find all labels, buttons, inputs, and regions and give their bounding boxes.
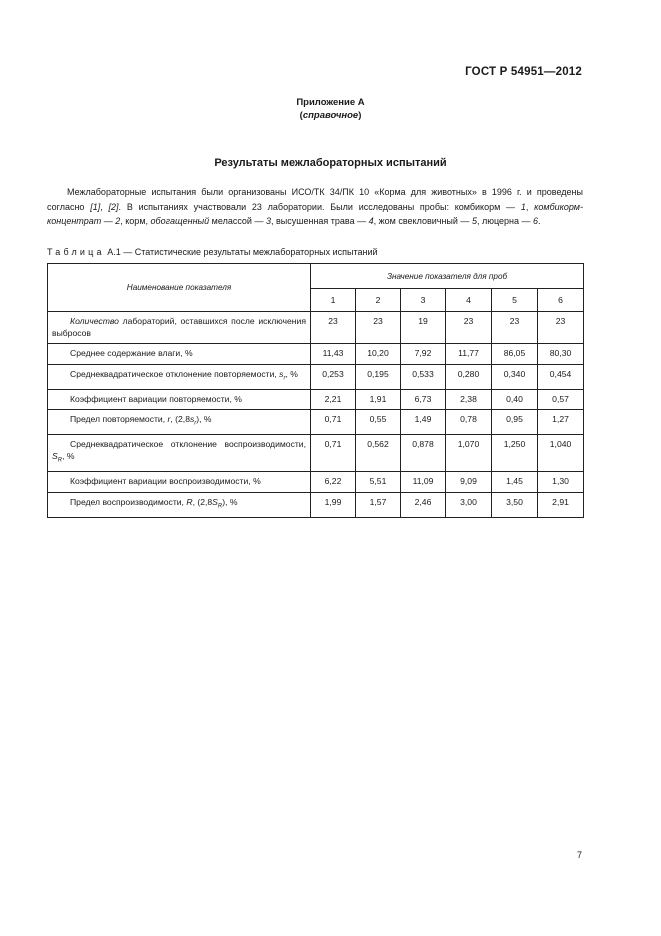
table-cell: 19	[401, 312, 446, 344]
table-cell: 2,21	[311, 389, 356, 410]
symbol: S	[212, 496, 218, 507]
sample-header: 2	[356, 289, 401, 312]
appendix-title: Приложение А	[296, 97, 365, 108]
appendix-note-close: )	[358, 110, 362, 121]
sample-ref: 2	[115, 216, 121, 226]
sample-header: 6	[538, 289, 584, 312]
sample-ref: 4	[368, 216, 374, 226]
table-row	[48, 435, 584, 472]
row-label-text: Коэффициент вариации воспроизводимости, %	[70, 476, 261, 487]
symbol: r	[167, 414, 171, 425]
row-label-italic: Количество	[70, 316, 119, 326]
intro-italic: комбикорм-концентрат	[47, 201, 583, 226]
sample-ref: 5	[471, 216, 477, 226]
intro-part: мелассой —	[211, 216, 264, 226]
intro-paragraph	[47, 185, 583, 229]
appendix-note-open: (	[299, 110, 303, 121]
table-cell: 23	[446, 312, 492, 344]
table-cell: 23	[356, 312, 401, 344]
row-label-text: Предел воспроизводимости,	[70, 496, 184, 507]
intro-part: , жом свекловичный —	[373, 216, 470, 226]
table-cell: 7,92	[401, 344, 446, 365]
table-cell: 23	[538, 312, 584, 344]
table-row	[48, 312, 584, 344]
table-cell: 0,40	[492, 389, 538, 410]
table-cell: 0,340	[492, 364, 538, 389]
table-cell: 2,91	[538, 492, 584, 517]
row-label	[48, 492, 311, 517]
table-cell: 11,43	[311, 344, 356, 365]
col-header-group: Значение показателя для проб	[311, 264, 584, 289]
row-label	[48, 472, 311, 493]
table-row	[48, 410, 584, 435]
intro-part: . В испытаниях участвовали 23 лаборатории. Были исследованы пробы: комбикорм —	[118, 201, 516, 212]
table-row	[48, 344, 584, 365]
table-cell: 0,195	[356, 364, 401, 389]
table-cell: 5,51	[356, 472, 401, 493]
row-label-text: Среднеквадратическое отклонение повторяемости,	[70, 368, 277, 379]
intro-part: , высушенная трава —	[271, 216, 367, 226]
intro-italic: обогащенный	[150, 216, 210, 226]
table-cell: 0,55	[356, 410, 401, 435]
standard-code: ГОСТ Р 54951—2012	[465, 66, 582, 78]
table-cell: 0,533	[401, 364, 446, 389]
row-label-text: Среднее содержание влаги, %	[70, 348, 193, 358]
intro-part: ,	[100, 201, 103, 212]
row-label	[48, 435, 311, 472]
table-cell: 10,20	[356, 344, 401, 365]
table-cell: 86,05	[492, 344, 538, 365]
intro-part: , корм,	[120, 216, 149, 226]
table-cell: 1,57	[356, 492, 401, 517]
table-cell: 0,71	[311, 435, 356, 472]
symbol: s	[279, 368, 284, 379]
table-cell: 23	[311, 312, 356, 344]
table-cell: 2,38	[446, 389, 492, 410]
row-label-text: Коэффициент вариации повторяемости, %	[70, 393, 242, 404]
table-cell: 80,30	[538, 344, 584, 365]
appendix-note-text: справочное	[302, 110, 359, 121]
table-cell: 11,77	[446, 344, 492, 365]
table-cell: 0,878	[401, 435, 446, 472]
table-caption	[47, 247, 378, 257]
table-cell: 1,040	[538, 435, 584, 472]
table-cell: 23	[492, 312, 538, 344]
table-cell: 6,73	[401, 389, 446, 410]
appendix-heading	[0, 96, 661, 122]
table-cell: 9,09	[446, 472, 492, 493]
row-label-text: ), %	[222, 496, 238, 507]
symbol-sub: R	[217, 503, 223, 510]
table-cell: 0,71	[311, 410, 356, 435]
intro-part: Межлабораторные испытания были организованы ИСО/ТК 34/ПК 10 «Корма для животных» в 1996 г. и проведены согласно	[47, 187, 583, 212]
intro-part: ,	[525, 201, 529, 212]
table-cell: 1,49	[401, 410, 446, 435]
row-label-text: , (2,8	[170, 414, 190, 425]
sample-header: 4	[446, 289, 492, 312]
table-cell: 0,562	[356, 435, 401, 472]
table-cell: 6,22	[311, 472, 356, 493]
table-row	[48, 389, 584, 410]
table-cell: 1,250	[492, 435, 538, 472]
sample-header: 3	[401, 289, 446, 312]
symbol-sub: r	[283, 375, 286, 382]
table-row	[48, 472, 584, 493]
sample-header: 5	[492, 289, 538, 312]
row-label-text: лабораторий, оставшихся после исключения выбросов	[52, 316, 306, 338]
row-label-text: Предел повторяемости,	[70, 414, 166, 425]
table-header-row	[48, 264, 584, 289]
table-cell: 0,280	[446, 364, 492, 389]
table-cell: 0,253	[311, 364, 356, 389]
symbol-sub: R	[57, 457, 63, 464]
caption-label: Таблица	[47, 247, 105, 257]
row-label-text: Среднеквадратическое отклонение воспроизводимости,	[70, 439, 306, 450]
reference: [1]	[90, 201, 101, 212]
table-row	[48, 364, 584, 389]
symbol: S	[52, 450, 58, 461]
table-cell: 3,50	[492, 492, 538, 517]
row-label-text: ), %	[196, 414, 212, 425]
reference: [2]	[108, 201, 119, 212]
sample-header: 1	[311, 289, 356, 312]
table-cell: 1,30	[538, 472, 584, 493]
table-cell: 0,78	[446, 410, 492, 435]
col-header-name: Наименование показателя	[48, 264, 311, 312]
table-cell: 11,09	[401, 472, 446, 493]
sample-ref: 6	[533, 216, 539, 226]
row-label	[48, 389, 311, 410]
table-cell: 1,91	[356, 389, 401, 410]
section-title: Результаты межлабораторных испытаний	[214, 157, 447, 169]
table-cell: 1,27	[538, 410, 584, 435]
page-number: 7	[576, 850, 582, 860]
row-label	[48, 364, 311, 389]
row-label	[48, 344, 311, 365]
intro-text	[47, 185, 583, 229]
row-label	[48, 410, 311, 435]
symbol: R	[186, 496, 193, 507]
table-cell: 2,46	[401, 492, 446, 517]
sample-ref: 1	[520, 201, 526, 212]
row-label-text: , %	[285, 368, 298, 379]
caption-text: А.1 — Статистические результаты межлабораторных испытаний	[107, 247, 378, 257]
table-cell: 0,454	[538, 364, 584, 389]
symbol: s	[189, 414, 195, 425]
symbol-sub: r	[194, 420, 197, 427]
row-label	[48, 312, 311, 344]
table-cell: 1,99	[311, 492, 356, 517]
table-cell: 0,57	[538, 389, 584, 410]
intro-part: , люцерна —	[476, 216, 531, 226]
intro-part: —	[103, 216, 113, 226]
row-label-text: , %	[62, 450, 75, 461]
row-label-text: , (2,8	[192, 496, 213, 507]
table-cell: 0,95	[492, 410, 538, 435]
table-cell: 1,45	[492, 472, 538, 493]
table-row	[48, 492, 584, 517]
appendix-note	[0, 109, 661, 122]
table-cell: 3,00	[446, 492, 492, 517]
results-table	[47, 263, 584, 518]
intro-part: .	[538, 216, 541, 226]
sample-ref: 3	[265, 216, 271, 226]
table-cell: 1,070	[446, 435, 492, 472]
